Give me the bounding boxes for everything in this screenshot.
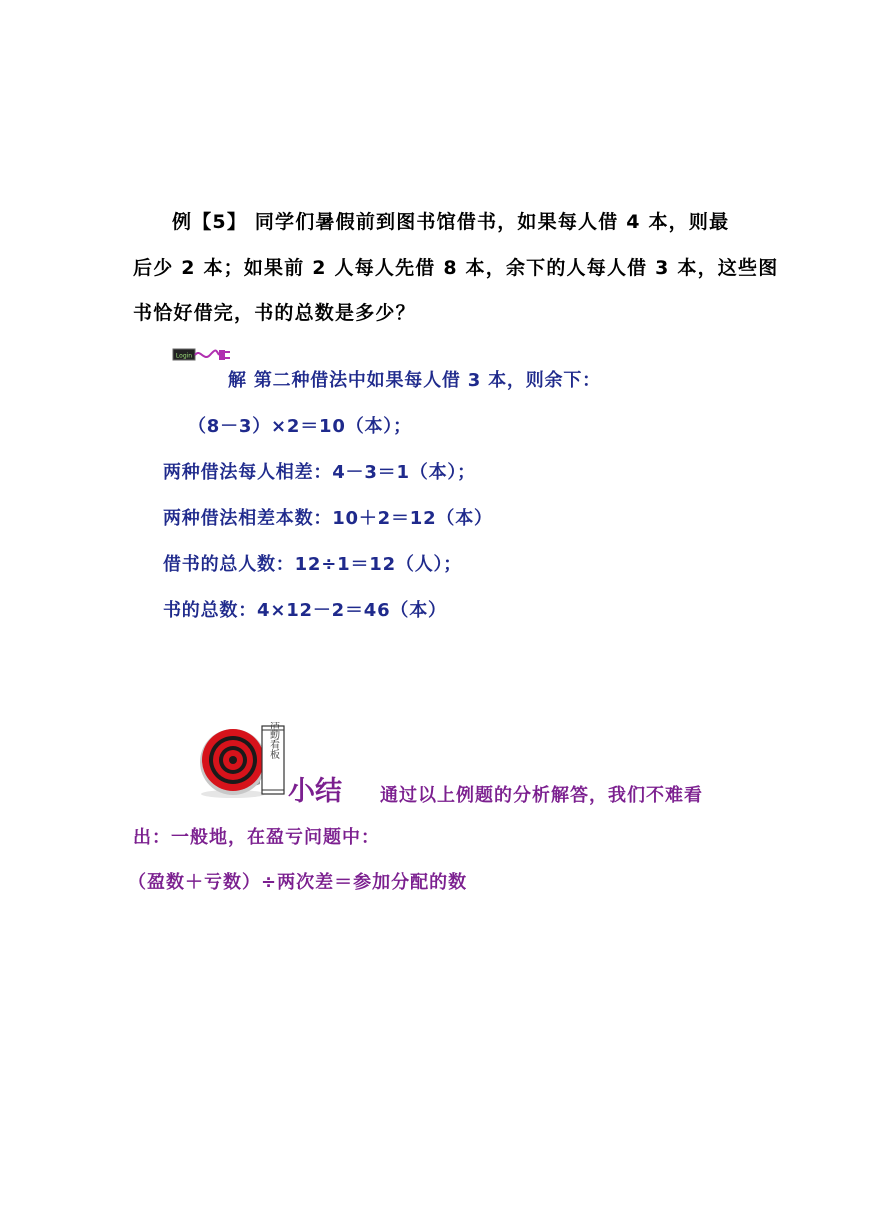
login-plug-icon xyxy=(172,346,232,364)
example-line-1: 例【5】 同学们暑假前到图书馆借书，如果每人借 4 本，则最 xyxy=(172,211,730,233)
example-line-2: 后少 2 本；如果前 2 人每人先借 8 本，余下的人每人借 3 本，这些图 xyxy=(133,257,779,279)
summary-title: 小结 xyxy=(288,776,342,807)
summary-text-line-1: 通过以上例题的分析解答，我们不难看 xyxy=(380,785,703,806)
activity-board-label: 活動看板 xyxy=(267,722,279,759)
solution-intro: 解 第二种借法中如果每人借 3 本，则余下： xyxy=(228,370,601,391)
example-line-3: 书恰好借完，书的总数是多少？ xyxy=(133,302,416,324)
solution-step-4: 借书的总人数：12÷1＝12（人）； xyxy=(163,554,463,575)
solution-step-5: 书的总数：4×12－2＝46（本） xyxy=(163,600,447,621)
solution-step-2: 两种借法每人相差：4－3＝1（本）； xyxy=(163,462,476,483)
summary-formula: （盈数＋亏数）÷两次差＝参加分配的数 xyxy=(128,872,468,893)
solution-step-1: （8－3）×2＝10（本）； xyxy=(188,416,412,437)
login-icon-text: Login xyxy=(175,352,193,360)
summary-text-line-2: 出：一般地，在盈亏问题中： xyxy=(133,827,380,848)
activity-board-target-icon xyxy=(196,722,288,800)
solution-step-3: 两种借法相差本数：10＋2＝12（本） xyxy=(163,508,493,529)
